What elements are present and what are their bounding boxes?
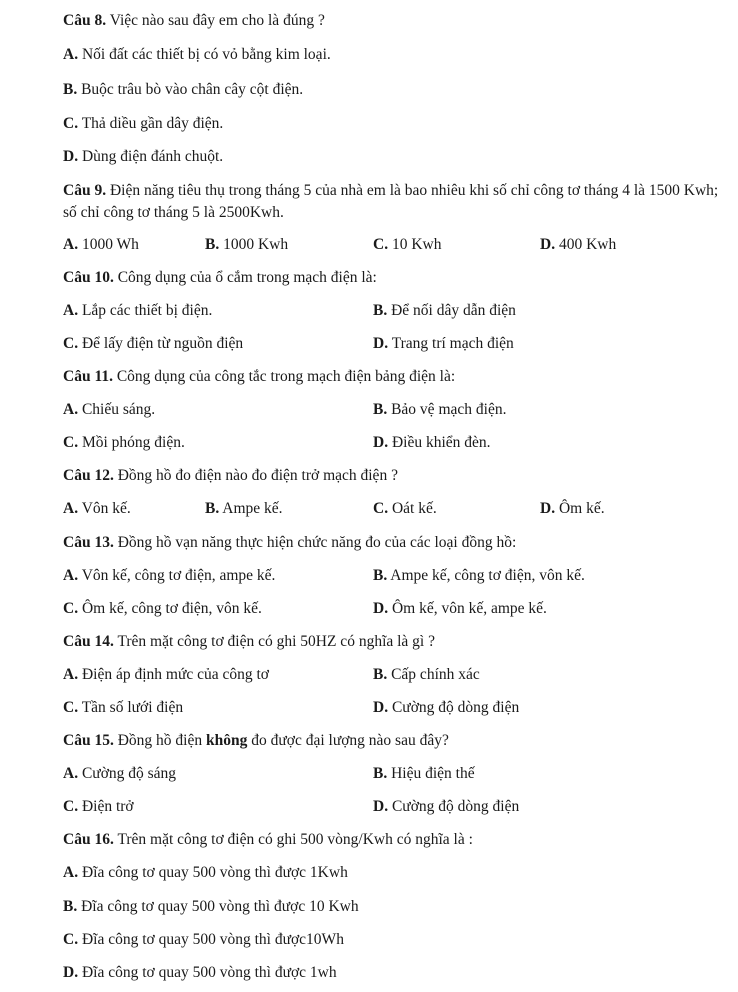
option-label: D. (540, 236, 556, 253)
option-label: B. (205, 236, 220, 253)
question-text-post: đo được đại lượng nào sau đây? (247, 732, 449, 749)
question-9 (63, 180, 724, 224)
answer-option (63, 897, 724, 917)
option-text: Ôm kế, công tơ điện, vôn kế. (81, 600, 262, 617)
option-text: Điện trở (81, 798, 134, 815)
question-text: Công dụng của công tắc trong mạch điện bảng điện là: (116, 368, 456, 385)
option-text: 1000 Wh (81, 236, 139, 253)
question-number: Câu 12. (63, 467, 114, 484)
answer-option (63, 797, 134, 817)
option-label: C. (63, 931, 79, 948)
option-text: Trang trí mạch điện (391, 335, 514, 352)
answer-option (63, 764, 176, 784)
option-text: Hiệu điện thế (391, 765, 475, 782)
question-text: Đồng hồ đo điện nào đo điện trở mạch điện ? (117, 467, 398, 484)
option-label: A. (63, 567, 79, 584)
option-text: Đĩa công tơ quay 500 vòng thì được 10 Kwh (81, 898, 359, 915)
option-text: Đĩa công tơ quay 500 vòng thì được 1wh (81, 964, 337, 981)
answer-option (63, 301, 212, 321)
option-label: B. (63, 898, 78, 915)
question-number: Câu 14. (63, 633, 114, 650)
option-label: A. (63, 864, 79, 881)
option-label: C. (373, 236, 389, 253)
answer-option (373, 599, 547, 619)
question-number: Câu 8. (63, 12, 107, 29)
option-text: Ôm kế. (558, 500, 605, 517)
answer-option (63, 114, 724, 134)
option-label: C. (373, 500, 389, 517)
option-label: C. (63, 798, 79, 815)
question-12 (63, 466, 724, 486)
answer-option (373, 698, 519, 718)
answer-option (373, 797, 519, 817)
option-text: Điều khiển đèn. (391, 434, 491, 451)
option-text: Cấp chính xác (391, 666, 480, 683)
option-text: Cường độ sáng (81, 765, 177, 782)
question-number: Câu 10. (63, 269, 114, 286)
option-label: B. (373, 765, 388, 782)
option-text: Vôn kế. (81, 500, 131, 517)
option-text: Mồi phóng điện. (81, 434, 185, 451)
question-text: Việc nào sau đây em cho là đúng ? (109, 12, 325, 29)
question-text: Trên mặt công tơ điện có ghi 500 vòng/Kwh có nghĩa là : (117, 831, 473, 848)
option-label: C. (63, 434, 79, 451)
option-text: Ampe kế, công tơ điện, vôn kế. (390, 567, 585, 584)
answer-option (63, 930, 724, 950)
answer-option (373, 764, 475, 784)
answer-option (63, 80, 724, 100)
answer-option (373, 665, 480, 685)
answer-option (373, 301, 516, 321)
question-16 (63, 830, 724, 850)
option-label: C. (63, 335, 79, 352)
question-text: Trên mặt công tơ điện có ghi 50HZ có nghĩa là gì ? (117, 633, 435, 650)
option-label: A. (63, 401, 79, 418)
answer-option (205, 499, 283, 519)
option-label: D. (373, 600, 389, 617)
answer-option (63, 45, 724, 65)
option-label: A. (63, 236, 79, 253)
answer-option (63, 963, 724, 983)
answer-option (63, 698, 183, 718)
option-text: 10 Kwh (391, 236, 442, 253)
answer-option (373, 433, 491, 453)
answer-option (373, 499, 437, 519)
option-label: B. (373, 567, 388, 584)
answer-option (540, 235, 616, 255)
option-label: D. (373, 335, 389, 352)
option-text: 400 Kwh (558, 236, 617, 253)
option-label: D. (373, 699, 389, 716)
answer-option (63, 147, 724, 167)
question-10 (63, 268, 724, 288)
question-number: Câu 11. (63, 368, 113, 385)
answer-option (205, 235, 288, 255)
option-label: B. (373, 401, 388, 418)
option-label: B. (63, 81, 78, 98)
option-text: Tần số lưới điện (81, 699, 184, 716)
question-14 (63, 632, 724, 652)
option-text: Chiếu sáng. (81, 401, 156, 418)
option-label: C. (63, 115, 79, 132)
option-label: B. (373, 666, 388, 683)
answer-option (373, 566, 585, 586)
question-text: Công dụng của ổ cắm trong mạch điện là: (117, 269, 377, 286)
option-label: D. (373, 798, 389, 815)
option-label: A. (63, 666, 79, 683)
option-text: 1000 Kwh (223, 236, 289, 253)
option-label: B. (373, 302, 388, 319)
answer-option (373, 235, 441, 255)
answer-option (63, 863, 724, 883)
option-text: Vôn kế, công tơ điện, ampe kế. (81, 567, 276, 584)
option-text: Oát kế. (391, 500, 437, 517)
option-text: Đĩa công tơ quay 500 vòng thì được 1Kwh (81, 864, 348, 881)
question-number: Câu 15. (63, 732, 114, 749)
option-label: A. (63, 765, 79, 782)
question-text-pre: Đồng hồ điện (117, 732, 206, 749)
question-13 (63, 533, 724, 553)
question-number: Câu 16. (63, 831, 114, 848)
answer-option (540, 499, 605, 519)
answer-option (63, 433, 185, 453)
answer-option (63, 235, 139, 255)
option-label: C. (63, 699, 79, 716)
answer-option (63, 334, 243, 354)
option-text: Dùng điện đánh chuột. (81, 148, 224, 165)
option-label: B. (205, 500, 220, 517)
question-text: Điện năng tiêu thụ trong tháng 5 của nhà em là bao nhiêu khi số chỉ công tơ tháng 4 là 1500 Kwh; số chỉ công tơ tháng 5 là 2500Kwh. (63, 182, 719, 221)
question-text: Đồng hồ vạn năng thực hiện chức năng đo của các loại đồng hồ: (117, 534, 517, 551)
option-text: Bảo vệ mạch điện. (391, 401, 507, 418)
answer-option (63, 566, 275, 586)
answer-option (373, 334, 514, 354)
option-label: D. (63, 964, 79, 981)
question-8 (63, 11, 724, 31)
option-text: Cường độ dòng điện (391, 699, 520, 716)
option-text: Buộc trâu bò vào chân cây cột điện. (81, 81, 304, 98)
option-text: Thả diều gần dây điện. (81, 115, 224, 132)
question-15 (63, 731, 724, 751)
option-text: Lắp các thiết bị điện. (81, 302, 213, 319)
option-label: C. (63, 600, 79, 617)
question-number: Câu 13. (63, 534, 114, 551)
question-11 (63, 367, 724, 387)
option-label: A. (63, 302, 79, 319)
option-label: D. (540, 500, 556, 517)
option-text: Đĩa công tơ quay 500 vòng thì được10Wh (81, 931, 344, 948)
question-number: Câu 9. (63, 182, 107, 199)
option-text: Để nối dây dẫn điện (391, 302, 516, 319)
option-text: Ampe kế. (222, 500, 283, 517)
option-label: D. (63, 148, 79, 165)
option-text: Nối đất các thiết bị có vỏ bằng kim loại. (81, 46, 331, 63)
option-text: Cường độ dòng điện (391, 798, 520, 815)
answer-option (63, 665, 269, 685)
option-label: A. (63, 46, 79, 63)
answer-option (373, 400, 506, 420)
answer-option (63, 499, 131, 519)
option-text: Điện áp định mức của công tơ (81, 666, 269, 683)
answer-option (63, 599, 262, 619)
answer-option (63, 400, 155, 420)
question-text-emphasis: không (205, 732, 248, 749)
option-label: D. (373, 434, 389, 451)
option-label: A. (63, 500, 79, 517)
option-text: Ôm kế, vôn kế, ampe kế. (391, 600, 547, 617)
option-text: Để lấy điện từ nguồn điện (81, 335, 244, 352)
